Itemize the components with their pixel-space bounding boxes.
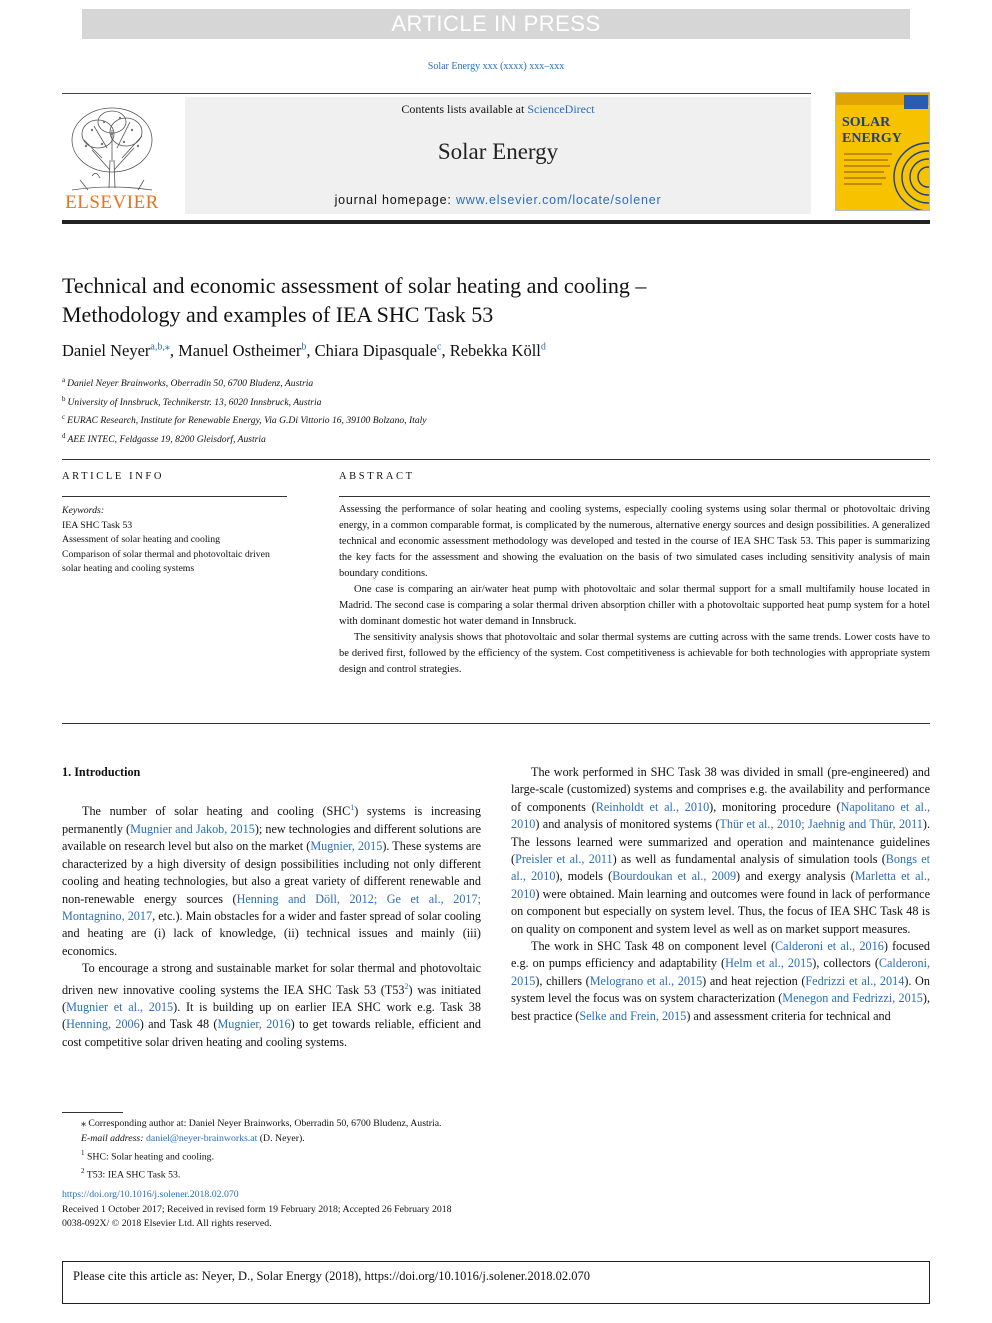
doi-link[interactable]: https://doi.org/10.1016/j.solener.2018.02.070 bbox=[62, 1189, 239, 1200]
journal-homepage-link[interactable]: www.elsevier.com/locate/solener bbox=[455, 193, 662, 207]
citation-link[interactable]: Mugnier, 2015 bbox=[310, 839, 383, 854]
author-name[interactable]: Chiara Dipasquale bbox=[314, 341, 437, 360]
author-name[interactable]: Manuel Ostheimer bbox=[178, 341, 302, 360]
keywords-block bbox=[62, 504, 287, 577]
footnote-ref-link[interactable]: 2 bbox=[404, 981, 409, 991]
keyword-item: IEA SHC Task 53 bbox=[62, 519, 133, 531]
header-top-rule bbox=[62, 93, 811, 94]
citation-link[interactable]: Bongs et al., 2010 bbox=[511, 852, 930, 884]
citation-link[interactable]: Reinholdt et al., 2010 bbox=[595, 799, 710, 814]
elsevier-wordmark: ELSEVIER bbox=[65, 192, 159, 213]
citation-link[interactable]: Selke and Frein, 2015 bbox=[579, 1008, 687, 1023]
citation-link[interactable]: Henning and Döll, 2012; Ge et al., 2017; Montagnino, 2017 bbox=[62, 891, 481, 923]
journal-homepage-line: journal homepage: www.elsevier.com/locate/solener bbox=[334, 193, 662, 207]
footnote-2: $^2$ T53: IEA SHC Task 53. bbox=[81, 1167, 181, 1181]
author-name[interactable]: Daniel Neyer bbox=[62, 341, 151, 360]
footnote-1: $^1$ SHC: Solar heating and cooling. bbox=[81, 1149, 215, 1163]
keywords-heading: Keywords: bbox=[62, 505, 105, 516]
article-in-press-banner: ARTICLE IN PRESS bbox=[82, 9, 910, 39]
citation-link[interactable]: Preisler et al., 2011 bbox=[515, 852, 613, 867]
cover-word-energy: ENERGY bbox=[842, 131, 902, 146]
footnote-ref-link[interactable]: 1 bbox=[350, 803, 355, 813]
citation-link[interactable]: Helm et al., 2015 bbox=[725, 956, 813, 971]
contents-line: Contents lists available at ScienceDirect bbox=[401, 102, 595, 116]
received-dates: Received 1 October 2017; Received in revised form 19 February 2018; Accepted 26 February 2018 bbox=[62, 1203, 452, 1215]
citation-link[interactable]: Menegon and Fedrizzi, 2015 bbox=[782, 991, 923, 1006]
author-affiliation-marker[interactable]: b bbox=[301, 341, 307, 353]
article-title-line-1: Technical and economic assessment of solar heating and cooling – bbox=[62, 273, 647, 298]
citation-link[interactable]: Fedrizzi et al., 2014 bbox=[805, 973, 905, 988]
copyright-line: 0038-092X/ © 2018 Elsevier Ltd. All rights reserved. bbox=[62, 1218, 272, 1229]
citation-link[interactable]: Melograno et al., 2015 bbox=[589, 973, 703, 988]
author-affiliation-marker[interactable]: a,b, bbox=[150, 341, 165, 353]
citation-link[interactable]: Marletta et al., 2010 bbox=[511, 869, 931, 901]
affiliation-list bbox=[62, 373, 922, 447]
affiliation-divider bbox=[62, 459, 930, 460]
keyword-item: Assessment of solar heating and cooling bbox=[62, 534, 221, 545]
abstract-paragraph: The sensitivity analysis shows that photovoltaic and solar thermal systems are cutting across with the same trends. Lower costs have to be derived first, followed by the efficiency of the system. Cost competitiveness is achievable for both technologies with appropriate system design and control strategies. bbox=[339, 632, 930, 675]
citation-box: Please cite this article as: Neyer, D., Solar Energy (2018), https://doi.org/10.1016/j.solener.2018.02.070 bbox=[62, 1261, 930, 1304]
article-info-heading: ARTICLE INFO bbox=[62, 471, 165, 482]
journal-reference-link[interactable]: Solar Energy xxx (xxxx) xxx–xxx bbox=[427, 61, 565, 72]
publication-details bbox=[62, 1188, 662, 1232]
keyword-item: Comparison of solar thermal and photovoltaic driven solar heating and cooling systems bbox=[62, 548, 270, 574]
abstract-paragraph: One case is comparing an air/water heat pump with photovoltaic and solar thermal support for a small multifamily house located in Madrid. The second case is comparing a solar thermal driven absorption chiller with a photovoltaic supported heat pump system for a hotel with dominant domestic hot water demand in Innsbruck. bbox=[339, 584, 930, 627]
author-email-link[interactable]: daniel@neyer-brainworks.at bbox=[145, 1133, 258, 1144]
article-title-line-2: Methodology and examples of IEA SHC Task 53 bbox=[62, 302, 494, 327]
abstract-paragraph: Assessing the performance of solar heating and cooling systems, especially cooling systems using solar thermal or photovoltaic driving energy, in a common comparable format, is complicated by the numerous, alternative energy sources and design possibilities. A generalized technical and economic assessment methodology was developed and tested in the course of IEA SHC Task 53. This paper is summarizing the key facts for the assessment and showing the evaluation on the basis of two simulated cases including sensitivity analysis of main boundary conditions. bbox=[339, 504, 930, 579]
body-column-left bbox=[62, 764, 481, 1051]
abstract-heading: ABSTRACT bbox=[339, 471, 415, 482]
journal-cover-thumbnail bbox=[835, 92, 930, 211]
abstract-body bbox=[339, 502, 930, 678]
author-affiliation-marker[interactable]: d bbox=[540, 341, 546, 353]
citation-link[interactable]: Calderoni, 2015 bbox=[511, 956, 930, 988]
body-paragraph: To encourage a strong and sustainable market for solar thermal and photovoltaic driven new innovative cooling systems the IEA SHC Task 53 $(T53^2)$ was initiated (Mugnier et al., 2015). It is building up on earlier IEA SHC work e.g. Task 38 (Henning, 2006) and Task 48 (Mugnier, 2016) to get towards reliable, efficient and cost competitive solar driven heating and cooling systems. bbox=[62, 961, 481, 1049]
journal-masthead bbox=[185, 97, 811, 214]
citation-link[interactable]: Calderoni et al., 2016 bbox=[775, 939, 884, 954]
article-title bbox=[62, 271, 922, 329]
footnotes bbox=[62, 1116, 522, 1183]
citation-link[interactable]: Bourdoukan et al., 2009 bbox=[612, 869, 737, 884]
affiliation-item: $^d$ AEE INTEC, Feldgasse 19, 8200 Gleisdorf, Austria bbox=[62, 431, 266, 445]
cover-word-solar: SOLAR bbox=[842, 115, 891, 130]
body-paragraph: The work in SHC Task 48 on component level (Calderoni et al., 2016) focused e.g. on pumps efficiency and adaptability (Helm et al., 2015), collectors (Calderoni, 2015), chillers (Melograno et al., 2015) and heat rejection (Fedrizzi et al., 2014). On system level the focus was on system characterization (Menegon and Fedrizzi, 2015), best practice (Selke and Frein, 2015) and assessment criteria for technical and bbox=[511, 939, 931, 1023]
cover-sun-graphic-icon bbox=[892, 137, 930, 211]
citation-link[interactable]: Mugnier, 2016 bbox=[217, 1017, 291, 1032]
corresponding-author-marker[interactable]: ⁎ bbox=[164, 341, 170, 353]
citation-link[interactable]: Mugnier and Jakob, 2015 bbox=[130, 821, 255, 836]
abstract-rule bbox=[339, 496, 930, 497]
citation-link[interactable]: Thür et al., 2010; Jaehnig and Thür, 2011 bbox=[719, 817, 923, 832]
sciencedirect-link[interactable]: ScienceDirect bbox=[527, 102, 595, 116]
abstract-bottom-divider bbox=[62, 723, 930, 724]
body-paragraph: The work performed in SHC Task 38 was divided in small (pre-engineered) and large-scale (customized) systems and comprises e.g. the availability and performance of components (Reinholdt et al., 2010), monitoring procedure (Napolitano et al., 2010) and analysis of monitored systems (Thür et al., 2010; Jaehnig and Thür, 2011). The lessons learned were summarized and operation and maintenance guidelines (Preisler et al., 2011) as well as fundamental analysis of simulation tools (Bongs et al., 2010), models (Bourdoukan et al., 2009) and exergy analysis (Marletta et al., 2010) were obtained. Main learning and outcomes were found in lack of performance on component but especially on system level. Thus, the focus of IEA SHC Task 48 is on quality on component and system level as well as on market support measures. bbox=[511, 765, 931, 936]
affiliation-item: $^c$ EURAC Research, Institute for Renewable Energy, Via G.Di Vittorio 16, 39100 Bolzano, Italy bbox=[62, 413, 427, 427]
footnote-rule bbox=[62, 1112, 123, 1113]
corresponding-author-note: ⁎ Corresponding author at: Daniel Neyer Brainworks, Oberradin 50, 6700 Bludenz, Austria. bbox=[81, 1118, 442, 1129]
author-affiliation-marker[interactable]: c bbox=[436, 341, 442, 353]
article-info-rule bbox=[62, 496, 287, 497]
citation-link[interactable]: Henning, 2006 bbox=[66, 1017, 140, 1032]
affiliation-item: $^b$ University of Innsbruck, Technikerstr. 13, 6020 Innsbruck, Austria bbox=[62, 394, 322, 408]
journal-title: Solar Energy bbox=[437, 139, 559, 164]
citation-link[interactable]: Napolitano et al., 2010 bbox=[511, 799, 930, 832]
author-name[interactable]: Rebekka Köll bbox=[449, 341, 541, 360]
header-bottom-rule bbox=[62, 220, 930, 224]
body-column-right bbox=[511, 764, 930, 1025]
author-list: Daniel Neyer$^{a,b,⁎}$, Manuel Ostheimer$^b$, Chiara Dipasquale$^c$, Rebekka Köll$^d$ bbox=[62, 341, 546, 360]
section-heading-introduction: 1. Introduction bbox=[62, 765, 141, 779]
email-note: E-mail address: daniel@neyer-brainworks.at (D. Neyer). bbox=[81, 1133, 305, 1144]
body-paragraph: The number of solar heating and cooling (SHC$^1$) systems is increasing permanently (Mugnier and Jakob, 2015); new technologies and different solutions are available on research level but also on the market (Mugnier, 2015). These systems are characterized by a high diversity of design possibilities including not only different cooling and heating technologies, but also a great variety of different renewable and non-renewable energy sources (Henning and Döll, 2012; Ge et al., 2017; Montagnino, 2017, etc.). Main obstacles for a wider and faster spread of solar cooling and heating are (i) lack of knowledge, (ii) technical issues and mainly (iii) economics. bbox=[62, 803, 482, 958]
citation-link[interactable]: Mugnier et al., 2015 bbox=[66, 1000, 174, 1014]
affiliation-item: $^a$ Daniel Neyer Brainworks, Oberradin 50, 6700 Bludenz, Austria bbox=[62, 376, 314, 390]
